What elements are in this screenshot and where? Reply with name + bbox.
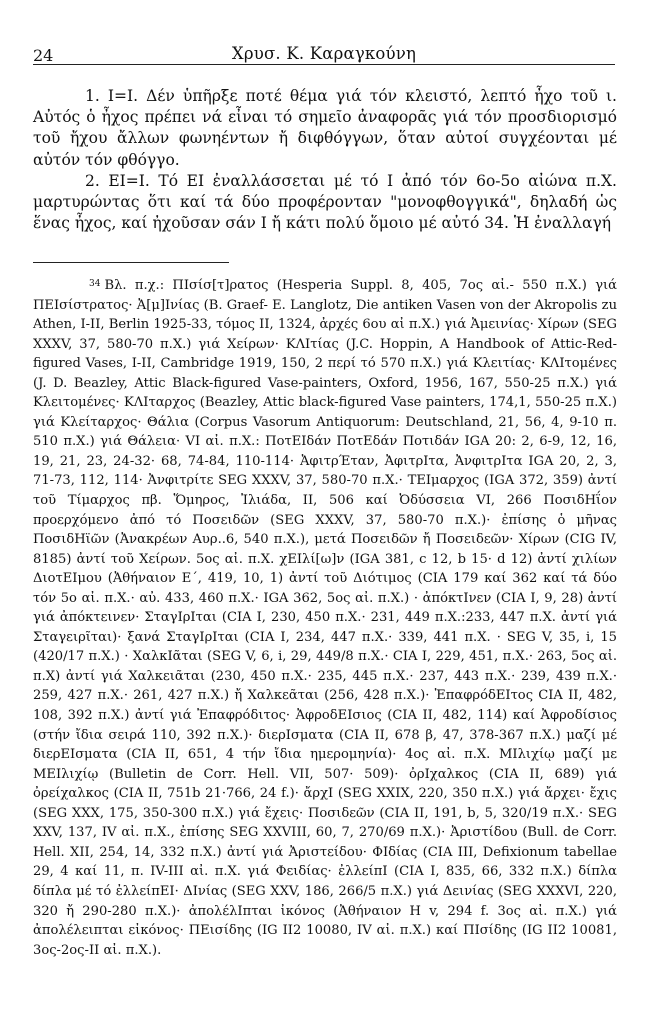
paragraph-2: 2. ΕΙ=Ι. Τό ΕΙ ἐναλλάσσεται μέ τό Ι ἀπό τόν 6ο-5ο αἰώνα π.Χ. μαρτυρώντας ὅτι καί τά δύο προφέρονταν "μονοφθογγικά", δηλαδή ὡς ἕνας ἦχος, καί ἠχοῦσαν σάν Ι ἤ κάτι πολύ ὅμοιο μέ αὐτό 34. Ἡ ἐναλλαγή <box>33 171 617 233</box>
page-number: 24 <box>33 46 54 65</box>
footnote-separator <box>33 262 229 263</box>
running-head: Χρυσ. Κ. Καραγκούνη <box>231 44 417 63</box>
footnote-text: Βλ. π.χ.: ΠΙσίσ[τ]ρατος (Hesperia Suppl. 8, 405, 7ος αἰ.- 550 π.Χ.) γιά ΠΕΙσίστρατος· Ἀ[μ]Ινίας (B. Graef- E. Langlotz, Die antiken Vasen von der Akropolis zu Athen, I-II, Berlin 1925-33, τόμος ΙΙ, 1324, ἀρχές 6ου αἰ π.Χ.) γιά Ἀμεινίας· Χίρων (SEG XXXV, 37, 580-70 π.Χ.) γιά Χείρων· ΚΛΙτίας (J.C. Hoppin, A Handbook of Attic-Red-figured Vases, I-II, Cambridge 1919, 150, 2 περί τό 570 π.Χ.) γιά Κλειτίας· ΚΛΙτομένες (J. D. Beazley, Attic Black-figured Vase-painters, Oxford, 1956, 167, 550-25 π.Χ.) γιά Κλειτομένες· ΚΛΙταρχος (Beazley, Attic black-figured Vase painters, 174,1, 550-25 π.Χ.) γιά Κλείταρχος· Θάλια (Corpus Vasorum Antiquorum: Deutschland, 21, 56, 4, 9-10 π. 510 π.Χ.) γιά Θάλεια· VI αἰ. π.Χ.: ΠοτΕΙδάν ΠοτΕδάν Ποτιδάν IGA 20: 2, 6-9, 12, 16, 19, 21, 23, 24-32· 68, 74-84, 110-114· ἈφιτρΈταν, ἈφιτρΙτα, ἈνφιτρΙτα IGA 20, 2, 3, 71-73, 112, 114· Ἀνφιτρίτε SEG XXXV, 37, 580-70 π.Χ.· ΤΕΙμαρχος (IGA 372, 359) ἀντί τοῦ Τίμαρχος πβ. Ὅμηρος, Ἰλιάδα, ΙΙ, 506 καί Ὀδύσσεια VI, 266 ΠοσιδΗΐον προερχόμενο ἀπό τό Ποσειδῶν (SEG XXXV, 37, 580-70 π.Χ.)· ἐπίσης ὁ μῆνας ΠοσιδΗϊῶν (Ἀνακρέων Αυρ..6, 540 π.Χ.), μετά Ποσειδῶν ἤ Ποσειδεῶν· Χίρων (CIG IV, 8185) ἀντί τοῦ Χείρων. 5ος αἰ. π.Χ. χΕΙλί[ω]ν (IGA 381, c 12, b 15· d 12) ἀντί χιλίων ΔιοτΕΙμου (Ἀθήναιον Ε΄, 419, 10, 1) ἀντί τοῦ Διότιμος (CIA 179 καί 362 καί τά δύο τόν 5ο αἰ. π.Χ.· αὐ. 433, 460 π.Χ.· IGA 362, 5ος αἰ. π.Χ.) · ἀπόκτΙνεν (CIA I, 9, 28) ἀντί γιά ἀπόκτεινεν· ΣταγΙρΙται (CIA I, 230, 450 π.Χ.· 231, 449 π.Χ.:233, 447 π.Χ. ἀντί γιά Σταγειρῖται)· ξανά ΣταγΙρΙται (CIA I, 234, 447 π.Χ.· 339, 441 π.Χ. · SEG V, 35, i, 15 (420/17 π.Χ.) · ΧαλκΙᾶται (SEG V, 6, i, 29, 449/8 π.Χ.· CIA I, 229, 451, π.Χ.· 263, 5ος αἰ. π.Χ) ἀντί γιά Χαλκειᾶται (230, 450 π.Χ.· 235, 445 π.Χ.· 237, 443 π.Χ.· 239, 439 π.Χ.· 259, 427 π.Χ.· 261, 427 π.Χ.) ἤ Χαλκεᾶται (256, 428 π.Χ.)· ἘπαφρόδΕΙτος CIA II, 482, 108, 392 π.Χ.) ἀντί γιά Ἐπαφρόδιτος· ἈφροδΕΙσιος (CIA II, 482, 114) καί Ἀφροδίσιος (στήν ἴδια σειρά 110, 392 π.Χ.)· διερΙσματα (CIA II, 678 β, 47, 378-367 π.Χ.) μαζί μέ διερΕΙσματα (CIA II, 651, 4 τήν ἴδια ημερομηνία)· 4ος αἰ. π.Χ. ΜΙλιχίῳ μαζί με ΜΕΙλιχίῳ (Bulletin de Corr. Hell. VII, 507· 509)· ὀρΙχαλκος (CIA II, 689) γιά ὀρείχαλκος (CIA II, 751b 21·766, 24 f.)· ἄρχΙ (SEG XXIX, 220, 350 π.Χ.) γιά ἄρχει· ἔχις (SEG XXX, 175, 350-300 π.Χ.) γιά ἔχεις· Ποσιδεῶν (CIA II, 191, b, 5, 320/19 π.Χ.· SEG XXV, 137, IV αἰ. π.Χ., ἐπίσης SEG XXVIII, 60, 7, 270/69 π.Χ.)· Ἀριστίδου (Bull. de Corr. Hell. XII, 254, 14, 332 π.Χ.) ἀντί γιά Ἀριστείδου· ΦΙδίας (CIA III, Defixionum tabellae 29, 4 καί 11, π. IV-III αἰ. π.Χ. γιά Φειδίας· ἐλλείπΙ (CIA I, 835, 66, 332 π.Χ.) δίπλα δίπλα μέ τό ἐλλείπΕΙ· ΔΙνίας (SEG XXV, 186, 266/5 π.Χ.) γιά Δεινίας (SEG XXXVI, 220, 320 ἤ 290-280 π.Χ.)· ἀπολέλΙπται ἰκόνος (Ἀθήναιον H v, 294 f. 3ος αἰ. π.Χ.) γιά ἀπολέλειπται εἰκόνος· ΠΕισίδης (IG II2 10080, IV αἰ. π.Χ.) καί ΠΙσίδης (IG II2 10081, 3ος-2ος-ΙΙ αἰ. π.Χ.). <box>33 278 617 958</box>
paragraph-1: 1. Ι=Ι. Δέν ὑπῆρξε ποτέ θέμα γιά τόν κλειστό, λεπτό ἦχο τοῦ ι. Αὐτός ὁ ἦχος πρέπει νά εἶναι τό σημεῖο ἀναφορᾶς γιά τόν προσδιορισμό τοῦ ἤχου ἄλλων φωνηέντων ἤ διφθόγγων, ὅταν αὐτοί συγχέονται μέ αὐτόν τόν φθόγγο. <box>33 87 617 169</box>
page-header <box>33 40 615 65</box>
footnote-marker: 34 <box>89 279 101 289</box>
footnote-34 <box>33 276 617 960</box>
main-text <box>33 86 617 234</box>
